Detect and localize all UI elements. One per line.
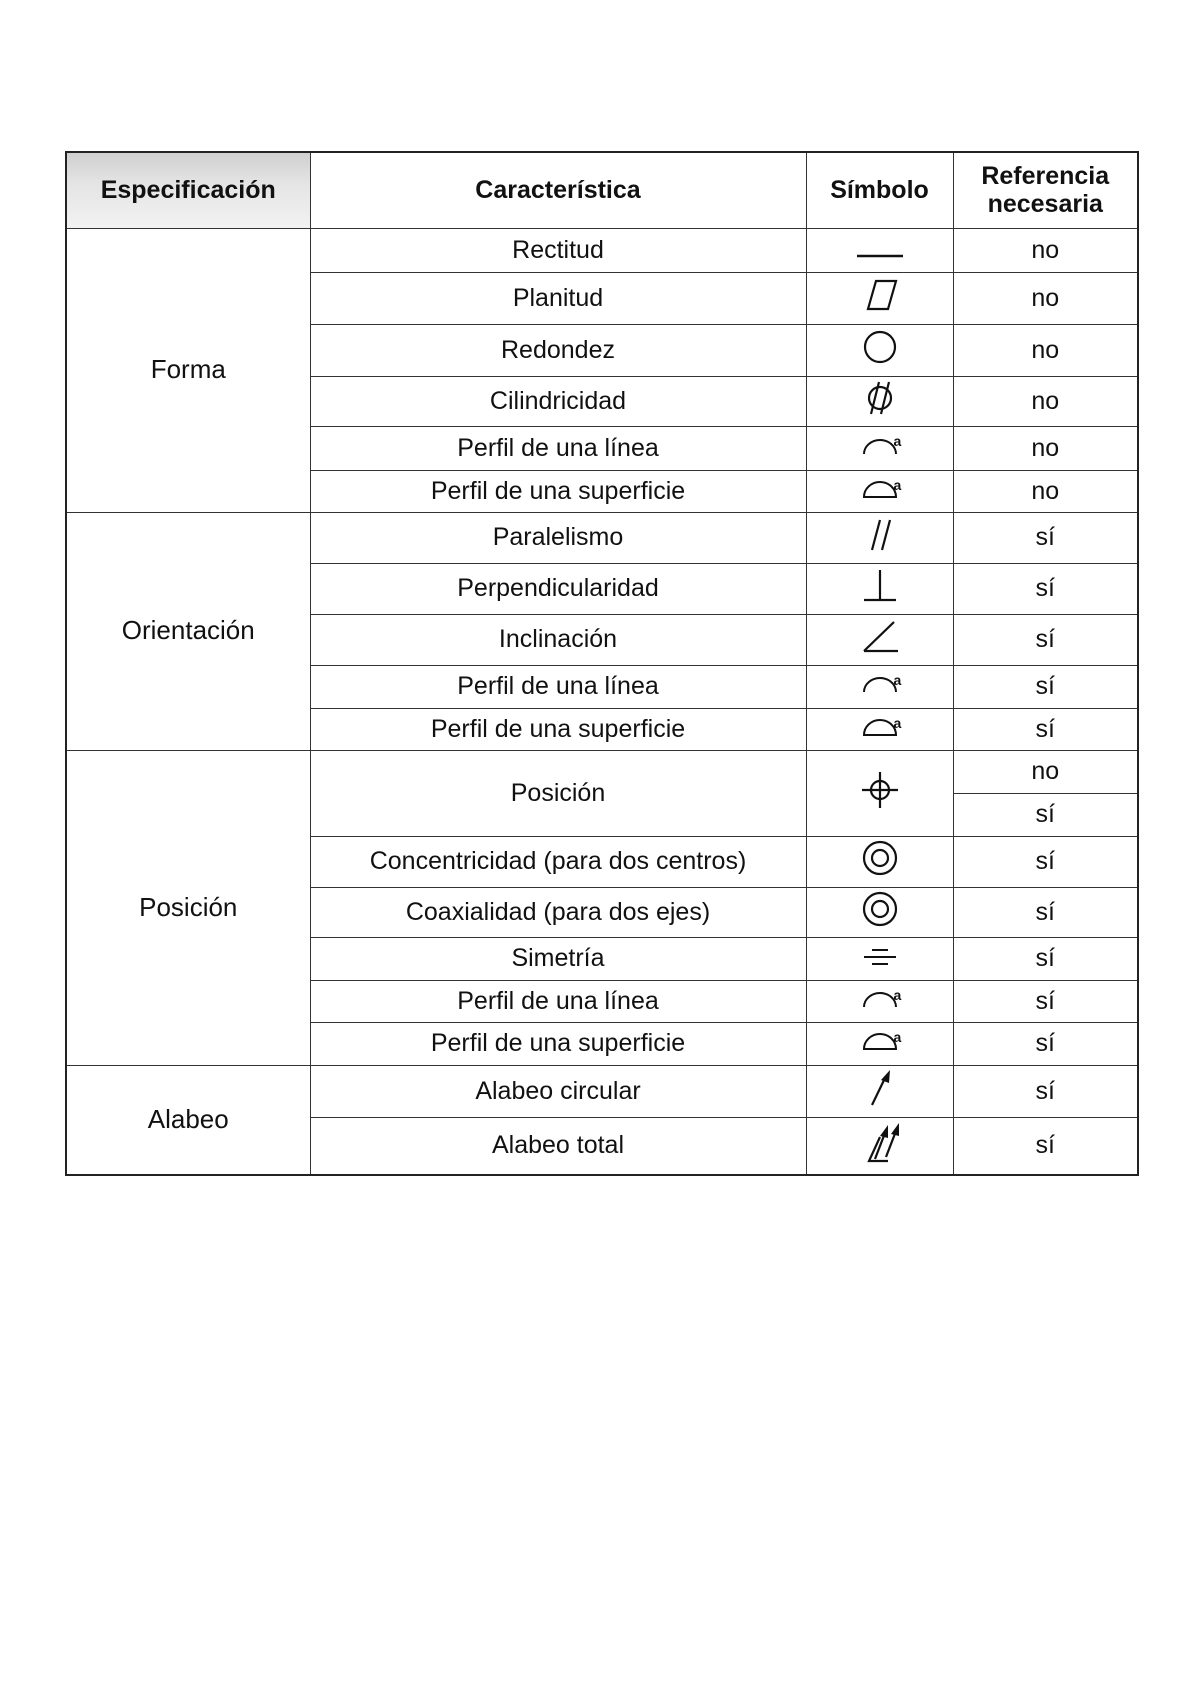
reference-cell: no [953, 426, 1138, 470]
symbol-cell [806, 1065, 953, 1117]
table-row [66, 750, 1138, 793]
header-referencia [953, 152, 1138, 228]
header-especificacion: Especificación [66, 152, 310, 228]
symbol-cell [806, 1022, 953, 1065]
symbol-cell [806, 426, 953, 470]
symbol-cell [806, 937, 953, 980]
spec-orientacion: Orientación [66, 512, 310, 750]
footnote-marker: a [893, 671, 902, 688]
header-referencia-line1: Referencia [981, 161, 1110, 190]
characteristic-cell: Perfil de una línea [310, 980, 806, 1022]
spec-forma: Forma [66, 228, 310, 512]
reference-cell: sí [953, 563, 1138, 614]
characteristic-cell: Perfil de una superficie [310, 708, 806, 750]
header-referencia-line2: necesaria [987, 190, 1103, 219]
symbol-cell [806, 376, 953, 426]
header-simbolo: Símbolo [806, 152, 953, 228]
symbol-cell [806, 836, 953, 887]
symbol-cell [806, 750, 953, 836]
footnote-marker: a [893, 476, 902, 493]
characteristic-cell: Perfil de una línea [310, 426, 806, 470]
footnote-marker: a [893, 1028, 902, 1045]
coaxiality-icon [850, 889, 910, 929]
characteristic-cell: Alabeo total [310, 1117, 806, 1175]
reference-cell: sí [953, 665, 1138, 708]
characteristic-cell: Simetría [310, 937, 806, 980]
spec-posicion: Posición [66, 750, 310, 1065]
reference-cell: sí [953, 708, 1138, 750]
table-row [66, 1065, 1138, 1117]
reference-cell: no [953, 376, 1138, 426]
table-row [66, 228, 1138, 272]
characteristic-cell: Planitud [310, 272, 806, 324]
reference-cell: no [953, 470, 1138, 512]
reference-cell: no [953, 324, 1138, 376]
total-runout-icon [850, 1119, 910, 1165]
header-caracteristica: Característica [310, 152, 806, 228]
reference-cell: no [953, 228, 1138, 272]
reference-cell: sí [953, 614, 1138, 665]
concentricity-icon [850, 838, 910, 878]
symbol-cell [806, 272, 953, 324]
characteristic-cell: Coaxialidad (para dos ejes) [310, 887, 806, 937]
reference-cell: sí [953, 1022, 1138, 1065]
characteristic-cell: Perpendicularidad [310, 563, 806, 614]
symbol-cell [806, 665, 953, 708]
reference-cell: sí [953, 1117, 1138, 1175]
symbol-cell [806, 228, 953, 272]
reference-cell: sí [953, 887, 1138, 937]
reference-cell: sí [953, 980, 1138, 1022]
reference-cell: sí [953, 512, 1138, 563]
characteristic-cell: Posición [310, 750, 806, 836]
cylindricity-icon [850, 378, 910, 418]
characteristic-cell: Perfil de una superficie [310, 470, 806, 512]
flatness-icon [850, 275, 910, 315]
symbol-cell [806, 980, 953, 1022]
footnote-marker: a [893, 432, 902, 449]
symbol-cell [806, 470, 953, 512]
symbol-cell [806, 324, 953, 376]
spec-alabeo: Alabeo [66, 1065, 310, 1175]
reference-cell: no [953, 750, 1138, 793]
footnote-marker: a [893, 986, 902, 1003]
characteristic-cell: Rectitud [310, 228, 806, 272]
angularity-icon [850, 616, 910, 656]
characteristic-cell: Alabeo circular [310, 1065, 806, 1117]
header-row [66, 152, 1138, 228]
symbol-cell [806, 1117, 953, 1175]
circular-runout-icon [850, 1068, 910, 1108]
characteristic-cell: Redondez [310, 324, 806, 376]
characteristic-cell: Perfil de una línea [310, 665, 806, 708]
straightness-icon [850, 232, 910, 262]
position-icon [850, 768, 910, 812]
symmetry-icon [850, 940, 910, 970]
characteristic-cell: Inclinación [310, 614, 806, 665]
symbol-cell [806, 708, 953, 750]
reference-cell: sí [953, 937, 1138, 980]
perpendicularity-icon [850, 565, 910, 605]
reference-cell-alt: sí [953, 793, 1138, 836]
table-row [66, 512, 1138, 563]
characteristic-cell: Concentricidad (para dos centros) [310, 836, 806, 887]
symbol-cell [806, 563, 953, 614]
circularity-icon [850, 327, 910, 367]
characteristic-cell: Cilindricidad [310, 376, 806, 426]
tolerance-table [65, 151, 1139, 1176]
symbol-cell [806, 512, 953, 563]
parallelism-icon [850, 514, 910, 554]
symbol-cell [806, 887, 953, 937]
reference-cell: sí [953, 1065, 1138, 1117]
characteristic-cell: Perfil de una superficie [310, 1022, 806, 1065]
characteristic-cell: Paralelismo [310, 512, 806, 563]
footnote-marker: a [893, 714, 902, 731]
symbol-cell [806, 614, 953, 665]
reference-cell: no [953, 272, 1138, 324]
reference-cell: sí [953, 836, 1138, 887]
